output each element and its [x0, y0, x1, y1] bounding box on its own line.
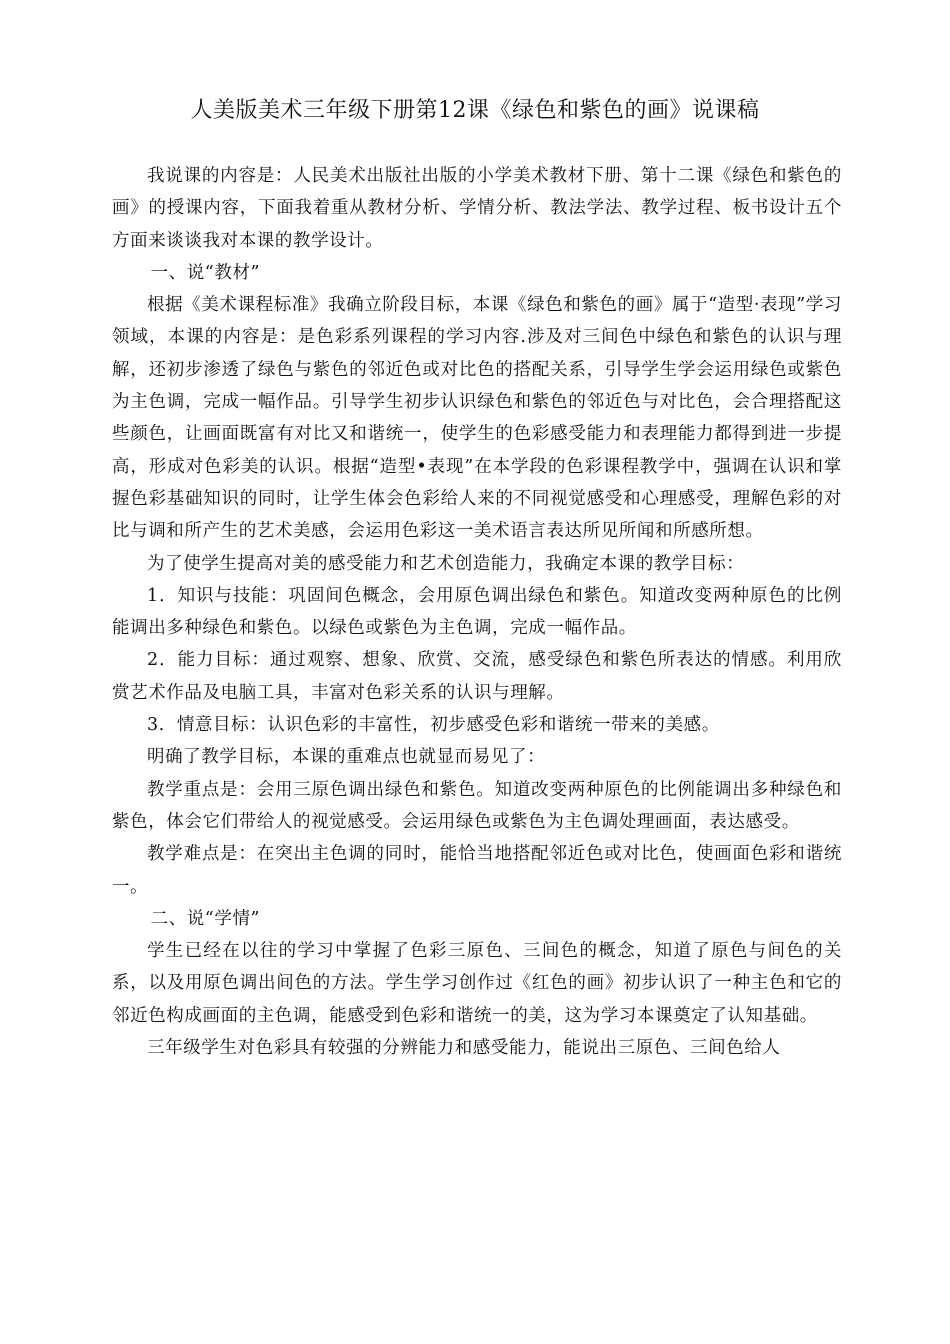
paragraph-key-points-intro: 明确了教学目标，本课的重难点也就显而易见了：: [147, 747, 546, 768]
document-body: [112, 160, 842, 1064]
paragraph-student-ability: 三年级学生对色彩具有较强的分辨能力和感受能力，能说出三原色、三间色给人: [147, 1038, 781, 1059]
section-heading-textbook: 一、说“教材”: [150, 262, 261, 283]
paragraph-difficult-point: 教学难点是：在突出主色调的同时，能恰当地搭配邻近色或对比色，使画面色彩和谐统一。: [112, 844, 842, 897]
paragraph-student-background: 学生已经在以往的学习中掌握了色彩三原色、三间色的概念，知道了原色与间色的关系，以及用原色调出间色的方法。学生学习创作过《红色的画》初步认识了一种主色和它的邻近色构成画面的主色调，能感受到色彩和谐统一的美，这为学习本课奠定了认知基础。: [112, 941, 842, 1026]
paragraph-key-point: 教学重点是：会用三原色调出绿色和紫色。知道改变两种原色的比例能调出多种绿色和紫色，体会它们带给人的视觉感受。会运用绿色或紫色为主色调处理画面，表达感受。: [112, 779, 842, 832]
paragraph-textbook-analysis: 根据《美术课程标准》我确立阶段目标，本课《绿色和紫色的画》属于“造型·表现”学习领域，本课的内容是：是色彩系列课程的学习内容.涉及对三间色中绿色和紫色的认识与理解，还初步渗透了绿色与紫色的邻近色或对比色的搭配关系，引导学生学会运用绿色或紫色为主色调，完成一幅作品。引导学生初步认识绿色和紫色的邻近色与对比色，会合理搭配这些颜色，让画面既富有对比又和谐统一，使学生的色彩感受能力和表理能力都得到进一步提高，形成对色彩美的认识。根据“造型•表现”在本学段的色彩课程教学中，强调在认识和掌握色彩基础知识的同时，让学生体会色彩给人来的不同视觉感受和心理感受，理解色彩的对比与调和所产生的艺术美感，会运用色彩这一美术语言表达所见所闻和所感所想。: [112, 295, 842, 542]
page-title: 人美版美术三年级下册第12课《绿色和紫色的画》说课稿: [190, 98, 760, 123]
section-heading-students: 二、说“学情”: [150, 908, 261, 929]
paragraph-goal-knowledge: 1．知识与技能：巩固间色概念，会用原色调出绿色和紫色。知道改变两种原色的比例能调出多种绿色和紫色。以绿色或紫色为主色调，完成一幅作品。: [112, 585, 842, 639]
paragraph-intro: 我说课的内容是：人民美术出版社出版的小学美术教材下册、第十二课《绿色和紫色的画》的授课内容，下面我着重从教材分析、学情分析、教法学法、教学过程、板书设计五个方面来谈谈我对本课的教学设计。: [112, 166, 842, 251]
paragraph-goals-intro: 为了使学生提高对美的感受能力和艺术创造能力，我确定本课的教学目标：: [147, 553, 745, 574]
paragraph-goal-ability: 2．能力目标：通过观察、想象、欣赏、交流，感受绿色和紫色所表达的情感。利用欣赏艺术作品及电脑工具，丰富对色彩关系的认识与理解。: [112, 650, 842, 703]
paragraph-goal-emotion: 3．情意目标：认识色彩的丰富性，初步感受色彩和谐统一带来的美感。: [147, 715, 720, 736]
